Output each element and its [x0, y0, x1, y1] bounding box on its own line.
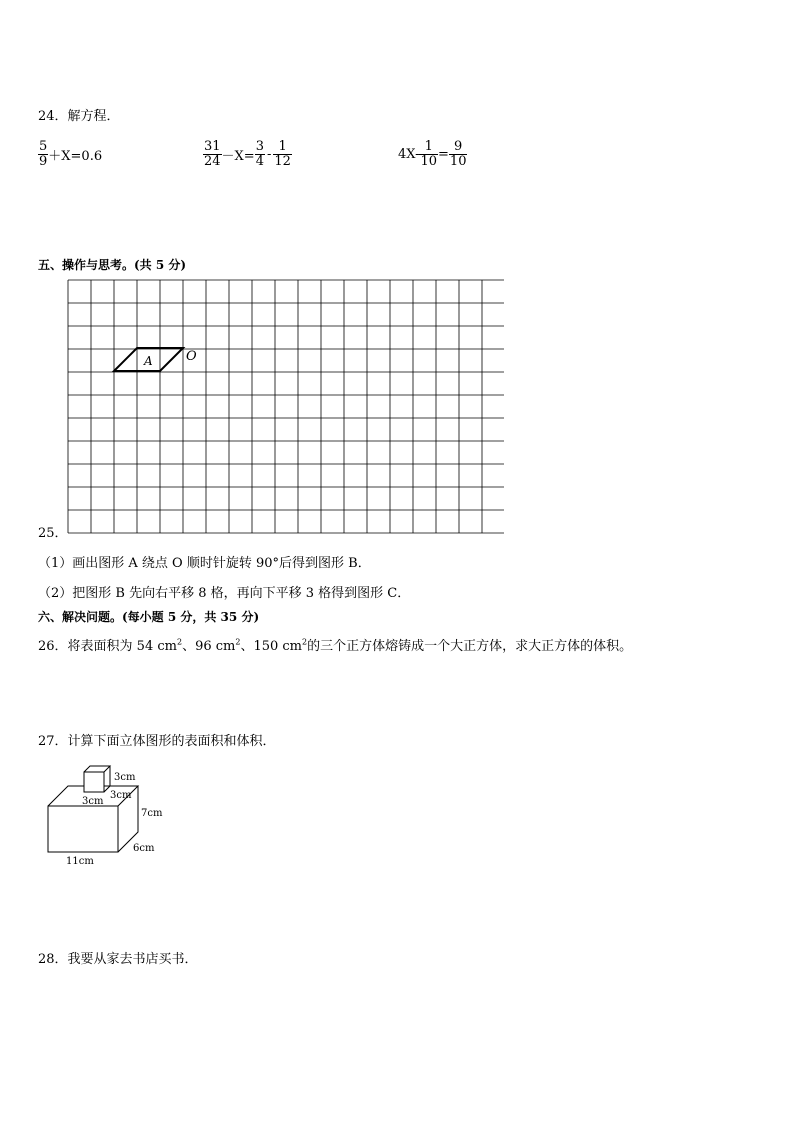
point-label-o: O	[186, 349, 197, 364]
equation-text: ＋X=0.6	[48, 149, 103, 164]
fraction: $\frac{1}{10}$	[420, 139, 438, 169]
label-small-depth: 3cm	[110, 790, 132, 801]
q25-sub1: （1）画出图形 A 绕点 O 顺时针旋转 90°后得到图形 B．	[38, 556, 371, 571]
fraction: $\frac{31}{24}$	[204, 139, 221, 169]
label-big-height: 7cm	[141, 808, 163, 819]
equation-3	[398, 140, 467, 169]
q26-text: 26．将表面积为 54 $cm^2$、96 $cm^2$、150 $cm^2$的三个正方体熔铸成一个大正方体，求大正方体的体积。	[38, 637, 633, 654]
section-6-heading: 六、解决问题。(每小题 5 分，共 35 分)	[38, 610, 260, 624]
fraction: $\frac{1}{12}$	[274, 139, 291, 169]
grid-figure	[66, 278, 504, 536]
label-small-height: 3cm	[114, 772, 136, 783]
fraction: $\frac{3}{4}$	[255, 139, 264, 169]
solid-figure	[40, 760, 180, 870]
fraction: $\frac{5}{9}$	[39, 139, 48, 169]
equation-text: 4X-	[398, 147, 420, 162]
q25-sub2: （2）把图形 B 先向右平移 8 格，再向下平移 3 格得到图形 C．	[38, 586, 411, 601]
minus-sign: -	[266, 147, 272, 162]
equation-text: －X=	[221, 149, 255, 164]
shape-label-a: A	[144, 354, 153, 368]
label-big-width: 11cm	[66, 856, 94, 867]
equation-1	[38, 140, 102, 169]
equals-sign: =	[438, 147, 449, 162]
fraction: $\frac{9}{10}$	[449, 139, 467, 169]
label-big-depth: 6cm	[133, 843, 155, 854]
q28-title: 28．我要从家去书店买书．	[38, 952, 198, 967]
grid-lines	[68, 280, 504, 533]
q24-title: 24．解方程．	[38, 109, 120, 124]
q25-number: 25．	[38, 526, 68, 541]
q27-title: 27．计算下面立体图形的表面积和体积．	[38, 734, 276, 749]
section-5-heading: 五、操作与思考。(共 5 分)	[38, 258, 187, 272]
label-small-width: 3cm	[82, 796, 104, 807]
equation-2	[203, 140, 292, 169]
